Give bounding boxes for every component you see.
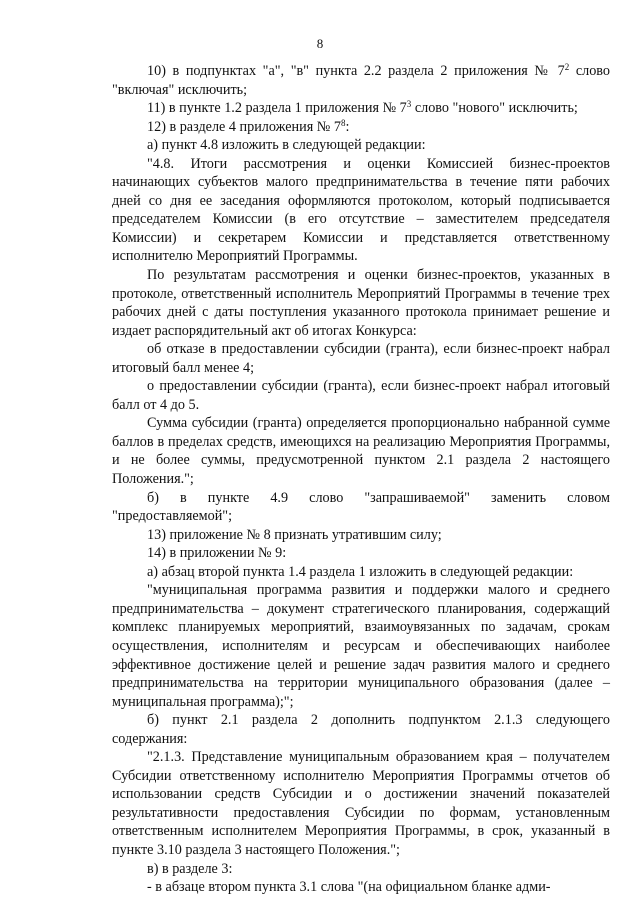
document-body [112,62,610,897]
paragraph-text: слово "нового" исключить; [411,100,578,117]
paragraph-p48c [112,340,610,377]
paragraph-text: б) пункт 2.1 раздела 2 дополнить подпунктом 2.1.3 следующего содержания: [112,712,610,747]
paragraph-p14b [112,711,610,748]
paragraph-text: "муниципальная программа развития и поддержки малого и среднего предпринимательства – документ стратегического планирования, содержащий комплекс планируемых мероприятий, взаимоувязанных по задачам, срокам осуществления, исполнителям и ресурсам и обеспечивающих наиболее эффективное достижение целей и решение задач развития малого и среднего предпринимательства на территории муниципального образования (далее – муниципальная программа);"; [112,582,610,710]
paragraph-text: - в абзаце втором пункта 3.1 слова "(на официальном бланке адми- [147,879,551,896]
paragraph-p48e [112,414,610,488]
paragraph-p48 [112,155,610,266]
paragraph-text: об отказе в предоставлении субсидии (гранта), если бизнес-проект набрал итоговый балл менее 4; [112,341,610,376]
superscript: 3 [406,99,412,110]
page-number: 8 [316,36,324,51]
paragraph-p10 [112,62,610,99]
paragraph-p14c [112,860,610,879]
paragraph-p12 [112,118,610,137]
paragraph-p48b [112,266,610,340]
paragraph-text: По результатам рассмотрения и оценки бизнес-проектов, указанных в протоколе, ответственный исполнитель Мероприятий Программы в течение трех рабочих дней с даты поступления указанного протокола принимает решение и издает распорядительный акт об итогах Конкурса: [112,267,610,339]
paragraph-p11 [112,99,610,118]
paragraph-p14a1 [112,581,610,711]
paragraph-p213 [112,748,610,859]
paragraph-text: а) пункт 4.8 изложить в следующей редакции: [147,137,426,154]
paragraph-text: 13) приложение № 8 признать утратившим силу; [147,526,442,543]
paragraph-text: б) в пункте 4.9 слово "запрашиваемой" заменить словом "предоставляемой"; [112,489,610,525]
paragraph-p14c1 [112,878,610,897]
paragraph-text: : [345,118,350,135]
paragraph-p13 [112,526,610,545]
paragraph-p14a [112,563,610,582]
paragraph-text: 14) в приложении № 9: [147,545,287,562]
paragraph-text: о предоставлении субсидии (гранта), если бизнес-проект набрал итоговый балл от 4 до 5. [112,378,610,413]
paragraph-p14 [112,544,610,563]
paragraph-text: а) абзац второй пункта 1.4 раздела 1 изложить в следующей редакции: [147,563,574,580]
paragraph-text: Сумма субсидии (гранта) определяется пропорционально набранной сумме баллов в пределах средств, имеющихся на реализацию Мероприятия Программы, и не более суммы, предусмотренной пунктом 2.1 раздела 2 настоящего Положения."; [112,415,610,488]
paragraph-text: 10) в подпунктах "а", "в" пункта 2.2 раздела 2 приложения № 7 [147,63,565,79]
paragraph-p48d [112,377,610,414]
paragraph-p12b [112,489,610,526]
paragraph-text: 12) в разделе 4 приложения № 7 [147,118,341,135]
paragraph-p12a [112,136,610,155]
paragraph-text: "2.1.3. Представление муниципальным образованием края – получателем Субсидии ответственному исполнителю Мероприятия Программы отчетов об использовании средств Субсидии и о достижении значений показателей результативности предоставления Субсидии по формам, установленным ответственным исполнителем Мероприятия Программы, в срок, указанный в пункте 3.10 раздела 3 настоящего Положения."; [112,749,610,858]
paragraph-text: "4.8. Итоги рассмотрения и оценки Комиссией бизнес-проектов начинающих субъектов малого предпринимательства в течение пяти рабочих дней со дня ее заседания оформляются протоколом, который подписывается председателем Комиссии (в его отсутствие – заместителем председателя Комиссии) и секретарем Комиссии и представляется ответственному исполнителю Мероприятий Программы. [112,155,610,265]
paragraph-text: 11) в пункте 1.2 раздела 1 приложения № 7 [147,100,407,117]
paragraph-text: слово "включая" исключить; [112,63,611,98]
superscript: 8 [340,117,346,128]
superscript: 2 [564,62,570,72]
paragraph-text: в) в разделе 3: [147,860,233,877]
